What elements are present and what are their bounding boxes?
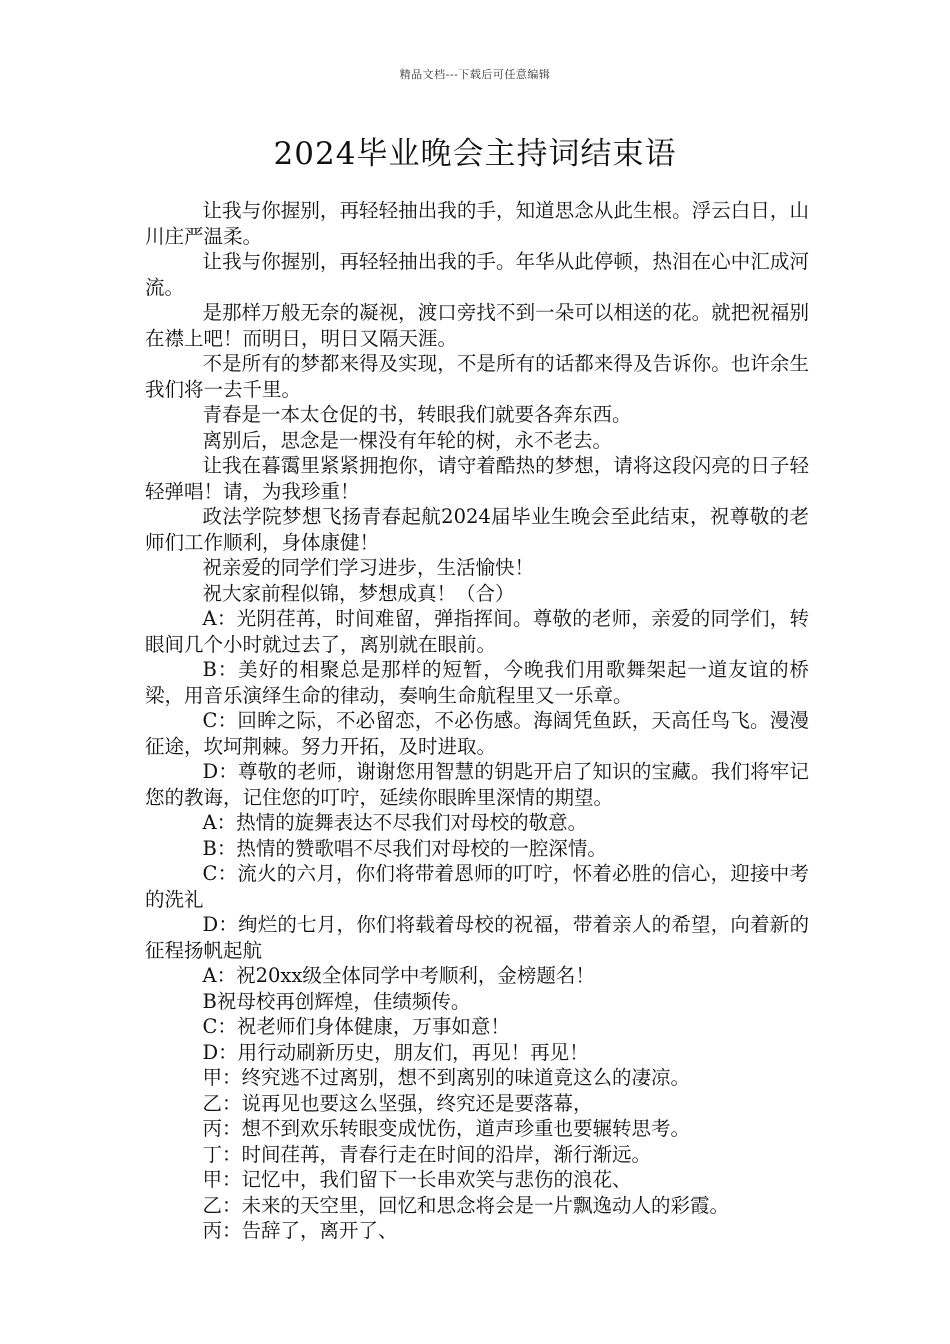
document-body <box>145 198 809 1244</box>
paragraph: 丙：告辞了，离开了、 <box>202 1219 398 1242</box>
paragraph: A：光阴荏苒，时间难留，弹指挥间。尊敬的老师，亲爱的同学们，转眼间几个小时就过去了，离别就在眼前。 <box>145 607 809 656</box>
paragraph: 让我在暮霭里紧紧拥抱你，请守着酷热的梦想，请将这段闪亮的日子轻轻弹唱！请，为我珍重！ <box>145 454 809 503</box>
paragraph: D：尊敬的老师，谢谢您用智慧的钥匙开启了知识的宝藏。我们将牢记您的教诲，记住您的叮咛，延续你眼眸里深情的期望。 <box>145 760 809 809</box>
paragraph: 是那样万般无奈的凝视，渡口旁找不到一朵可以相送的花。就把祝福别在襟上吧！而明日，明日又隔天涯。 <box>145 301 809 350</box>
paragraph: 乙：说再见也要这么坚强，终究还是要落幕， <box>202 1091 593 1115</box>
paragraph: B：热情的赞歌唱不尽我们对母校的一腔深情。 <box>202 836 607 860</box>
paragraph: 祝大家前程似锦，梦想成真！（合） <box>202 581 515 605</box>
paragraph: 甲：终究逃不过离别，想不到离别的味道竟这么的凄凉。 <box>202 1066 691 1089</box>
document-title: 2024毕业晚会主持词结束语 <box>273 136 677 172</box>
paragraph: 让我与你握别，再轻轻抽出我的手，知道思念从此生根。浮云白日，山川庄严温柔。 <box>145 199 809 248</box>
paragraph: 青春是一本太仓促的书，转眼我们就要各奔东西。 <box>202 403 632 426</box>
paragraph: 丁：时间荏苒，青春行走在时间的沿岸，渐行渐远。 <box>202 1142 652 1166</box>
paragraph: C：流火的六月，你们将带着恩师的叮咛，怀着必胜的信心，迎接中考的洗礼 <box>145 862 809 911</box>
paragraph: 不是所有的梦都来得及实现，不是所有的话都来得及告诉你。也许余生我们将一去千里。 <box>145 352 809 401</box>
paragraph: D：用行动刷新历史，朋友们，再见！再见！ <box>202 1040 589 1064</box>
paragraph: 离别后，思念是一棵没有年轮的树，永不老去。 <box>202 428 613 452</box>
paragraph: A：祝20xx级全体同学中考顺利，金榜题名！ <box>202 964 595 987</box>
paragraph: C：回眸之际，不必留恋，不必伤感。海阔凭鱼跃，天高任鸟飞。漫漫征途，坎坷荆棘。努力开拓，及时进取。 <box>145 709 809 758</box>
paragraph: A：热情的旋舞表达不尽我们对母校的敬意。 <box>202 811 588 834</box>
paragraph: D：绚烂的七月，你们将载着母校的祝福，带着亲人的希望，向着新的征程扬帆起航 <box>145 913 809 962</box>
paragraph: 政法学院梦想飞扬青春起航2024届毕业生晚会至此结束，祝尊敬的老师们工作顺利，身体康健！ <box>145 505 809 554</box>
paragraph: 甲：记忆中，我们留下一长串欢笑与悲伤的浪花、 <box>202 1168 632 1191</box>
paragraph: 乙：未来的天空里，回忆和思念将会是一片飘逸动人的彩霞。 <box>202 1193 730 1217</box>
paragraph: B：美好的相聚总是那样的短暂，今晚我们用歌舞架起一道友谊的桥梁，用音乐演绎生命的律动，奏响生命航程里又一乐章。 <box>145 658 809 707</box>
paragraph: C：祝老师们身体健康，万事如意！ <box>202 1015 510 1038</box>
paragraph: 丙：想不到欢乐转眼变成忧伤，道声珍重也要辗转思考。 <box>202 1117 691 1140</box>
header-note: 精品文档---下载后可任意编辑 <box>399 68 551 81</box>
paragraph: B祝母校再创辉煌，佳绩频传。 <box>202 989 471 1013</box>
paragraph: 祝亲爱的同学们学习进步，生活愉快！ <box>202 556 535 579</box>
paragraph: 让我与你握别，再轻轻抽出我的手。年华从此停顿，热泪在心中汇成河流。 <box>145 250 809 299</box>
